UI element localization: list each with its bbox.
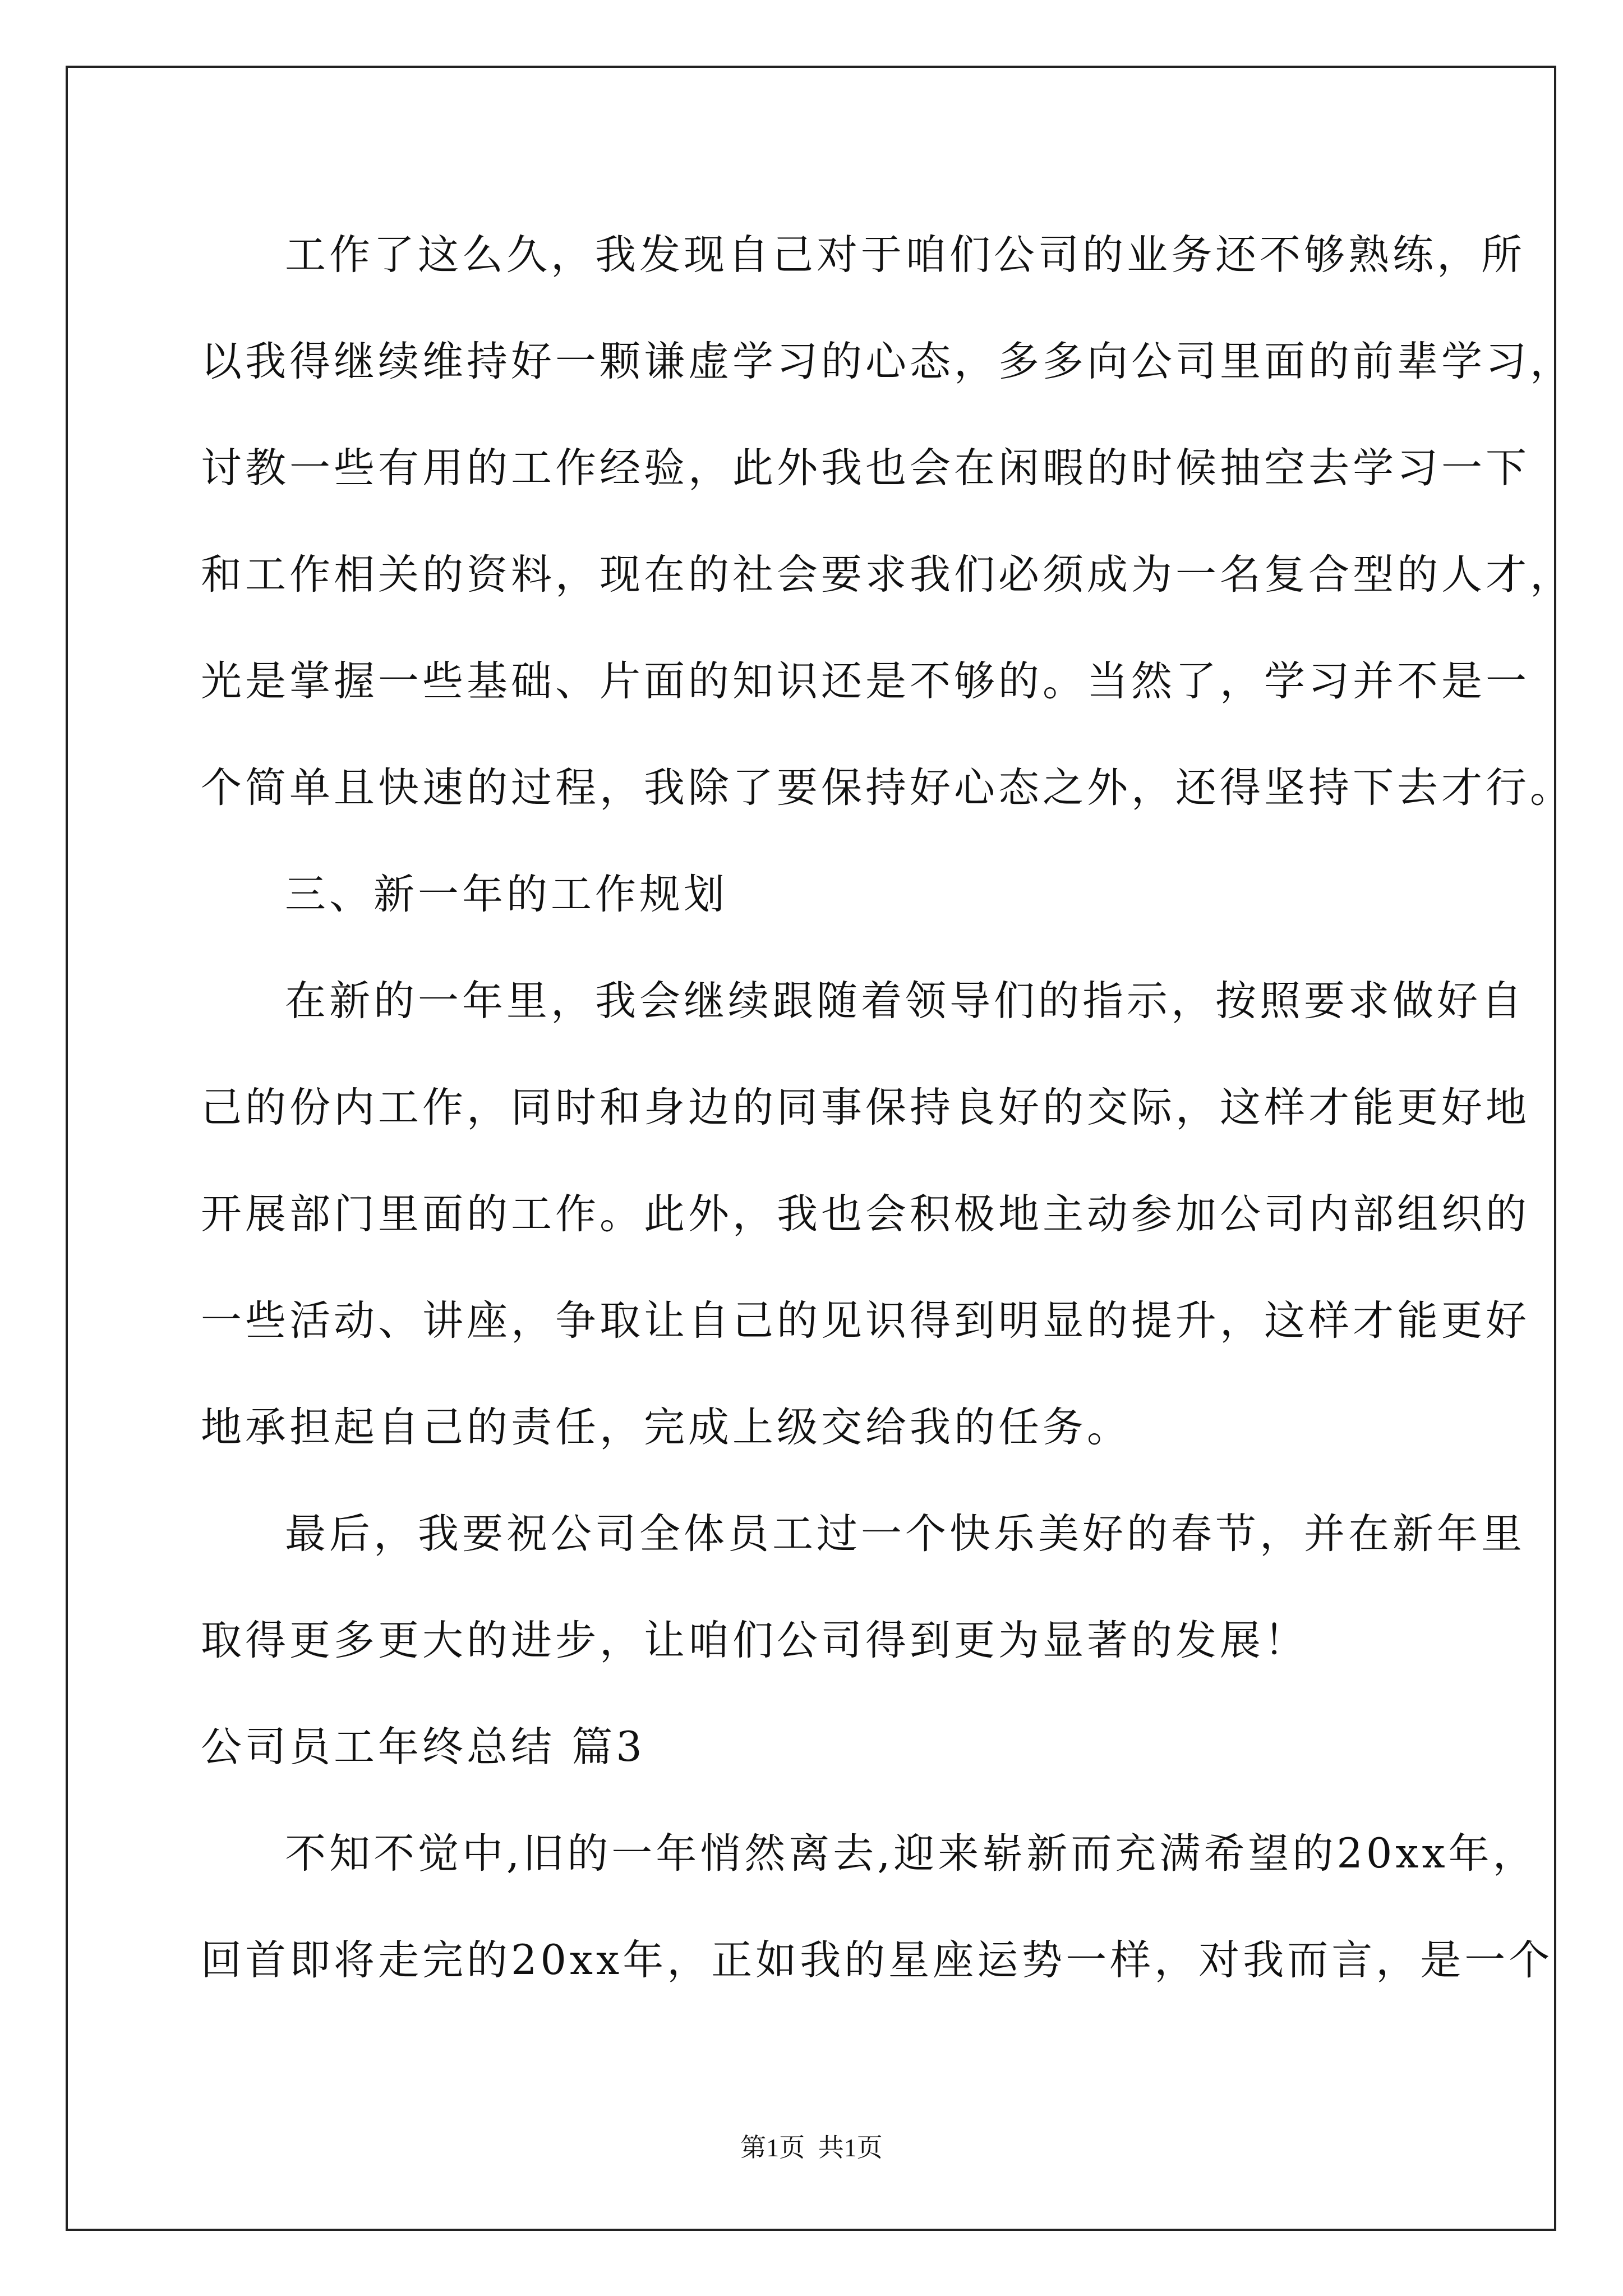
paragraph-line: 地承担起自己的责任，完成上级交给我的任务。 [201, 1404, 1131, 1451]
article-heading: 公司员工年终总结 篇3 [201, 1723, 645, 1771]
paragraph-line: 在新的一年里，我会继续跟随着领导们的指示，按照要求做好自 [285, 977, 1525, 1025]
paragraph-line: 讨教一些有用的工作经验，此外我也会在闲暇的时候抽空去学习一下 [201, 444, 1530, 492]
paragraph-line: 回首即将走完的20xx年，正如我的星座运势一样，对我而言，是一个 [201, 1936, 1553, 1984]
paragraph-line: 光是掌握一些基础、片面的知识还是不够的。当然了，学习并不是一 [201, 657, 1530, 705]
paragraph-line: 以我得继续维持好一颗谦虚学习的心态，多多向公司里面的前辈学习， [201, 338, 1574, 385]
page-footer: 第1页 共1页 [740, 2133, 883, 2162]
paragraph-line: 取得更多更大的进步，让咱们公司得到更为显著的发展！ [201, 1617, 1308, 1664]
paragraph-line: 工作了这么久，我发现自己对于咱们公司的业务还不够熟练，所 [285, 231, 1525, 279]
section-heading: 三、新一年的工作规划 [285, 871, 728, 918]
paragraph-line: 开展部门里面的工作。此外，我也会积极地主动参加公司内部组织的 [201, 1190, 1530, 1238]
paragraph-line: 一些活动、讲座，争取让自己的见识得到明显的提升，这样才能更好 [201, 1297, 1530, 1345]
paragraph-line: 不知不觉中,旧的一年悄然离去,迎来崭新而充满希望的20xx年， [285, 1830, 1537, 1878]
document-body [201, 202, 1574, 2014]
paragraph-line: 己的份内工作，同时和身边的同事保持良好的交际，这样才能更好地 [201, 1084, 1530, 1131]
paragraph-line: 个简单且快速的过程，我除了要保持好心态之外，还得坚持下去才行。 [201, 764, 1574, 812]
paragraph-line: 最后，我要祝公司全体员工过一个快乐美好的春节，并在新年里 [285, 1510, 1525, 1558]
paragraph-line: 和工作相关的资料，现在的社会要求我们必须成为一名复合型的人才， [201, 551, 1574, 599]
